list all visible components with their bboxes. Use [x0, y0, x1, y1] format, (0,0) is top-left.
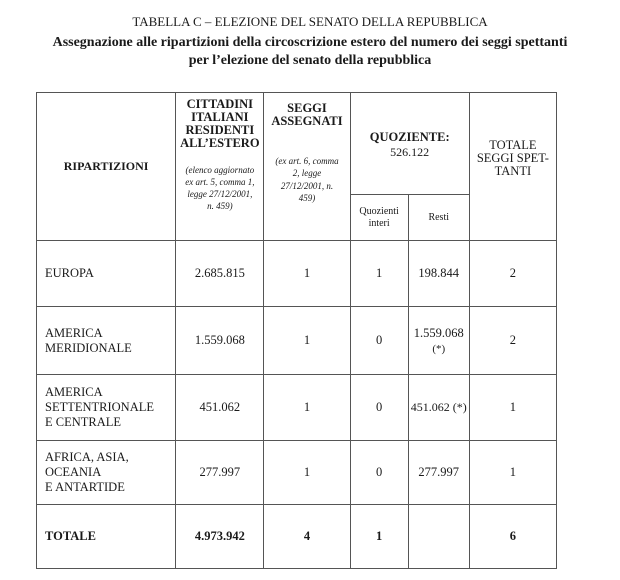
table-row	[37, 375, 557, 441]
total-seggi: 4	[264, 505, 350, 569]
seggi-cell: 1	[264, 375, 350, 441]
document-subtitle-line-2: per l’elezione del senato della repubblica	[188, 53, 432, 68]
cittadini-cell: 1.559.068	[176, 307, 264, 375]
header-cittadini: CITTADINI ITALIANI RESIDENTI ALL’ESTERO (elenco aggiornato ex art. 5, comma 1, legge 27/12/2001, n. 459)	[176, 93, 264, 241]
seats-table	[36, 92, 557, 569]
table-row	[37, 441, 557, 505]
interi-cell: 0	[350, 307, 408, 375]
interi-cell: 0	[350, 375, 408, 441]
totale-cell: 2	[469, 307, 556, 375]
row-label: AMERICA SETTENTRIONALE E CENTRALE	[37, 375, 176, 441]
table-row	[37, 241, 557, 307]
interi-cell: 0	[350, 441, 408, 505]
total-interi: 1	[350, 505, 408, 569]
row-label: AMERICA MERIDIONALE	[37, 307, 176, 375]
total-resti	[408, 505, 469, 569]
totale-cell: 1	[469, 375, 556, 441]
totale-cell: 2	[469, 241, 556, 307]
totale-cell: 1	[469, 441, 556, 505]
resti-cell: 277.997	[408, 441, 469, 505]
header-ripartizioni: RIPARTIZIONI	[37, 93, 176, 241]
resti-cell: 1.559.068 (*)	[408, 307, 469, 375]
seggi-cell: 1	[264, 307, 350, 375]
row-label: AFRICA, ASIA, OCEANIA E ANTARTIDE	[37, 441, 176, 505]
seggi-cell: 1	[264, 441, 350, 505]
table-row	[37, 307, 557, 375]
total-cittadini: 4.973.942	[176, 505, 264, 569]
total-totale: 6	[469, 505, 556, 569]
header-quoziente: QUOZIENTE: 526.122	[350, 93, 469, 195]
header-seggi-assegnati: SEGGI ASSEGNATI (ex art. 6, comma 2, legge 27/12/2001, n. 459)	[264, 93, 350, 241]
seggi-cell: 1	[264, 241, 350, 307]
header-totale-seggi: TOTALE SEGGI SPET- TANTI	[469, 93, 556, 241]
interi-cell: 1	[350, 241, 408, 307]
resti-cell: 451.062 (*)	[408, 375, 469, 441]
total-label: TOTALE	[37, 505, 176, 569]
cittadini-cell: 2.685.815	[176, 241, 264, 307]
header-cittadini-note: (elenco aggiornato ex art. 5, comma 1, legge 27/12/2001, n. 459)	[185, 164, 255, 211]
resti-cell: 198.844	[408, 241, 469, 307]
header-quozienti-interi: Quozienti interi	[350, 195, 408, 241]
row-label: EUROPA	[37, 241, 176, 307]
header-seggi-note: (ex art. 6, comma 2, legge 27/12/2001, n. 459)	[275, 156, 339, 203]
total-row	[37, 505, 557, 569]
cittadini-cell: 451.062	[176, 375, 264, 441]
document-subtitle-line-1: Assegnazione alle ripartizioni della circoscrizione estero del numero dei seggi spettanti	[52, 35, 568, 50]
header-resti: Resti	[408, 195, 469, 241]
cittadini-cell: 277.997	[176, 441, 264, 505]
document-title: TABELLA C – ELEZIONE DEL SENATO DELLA REPUBBLICA	[132, 14, 488, 29]
